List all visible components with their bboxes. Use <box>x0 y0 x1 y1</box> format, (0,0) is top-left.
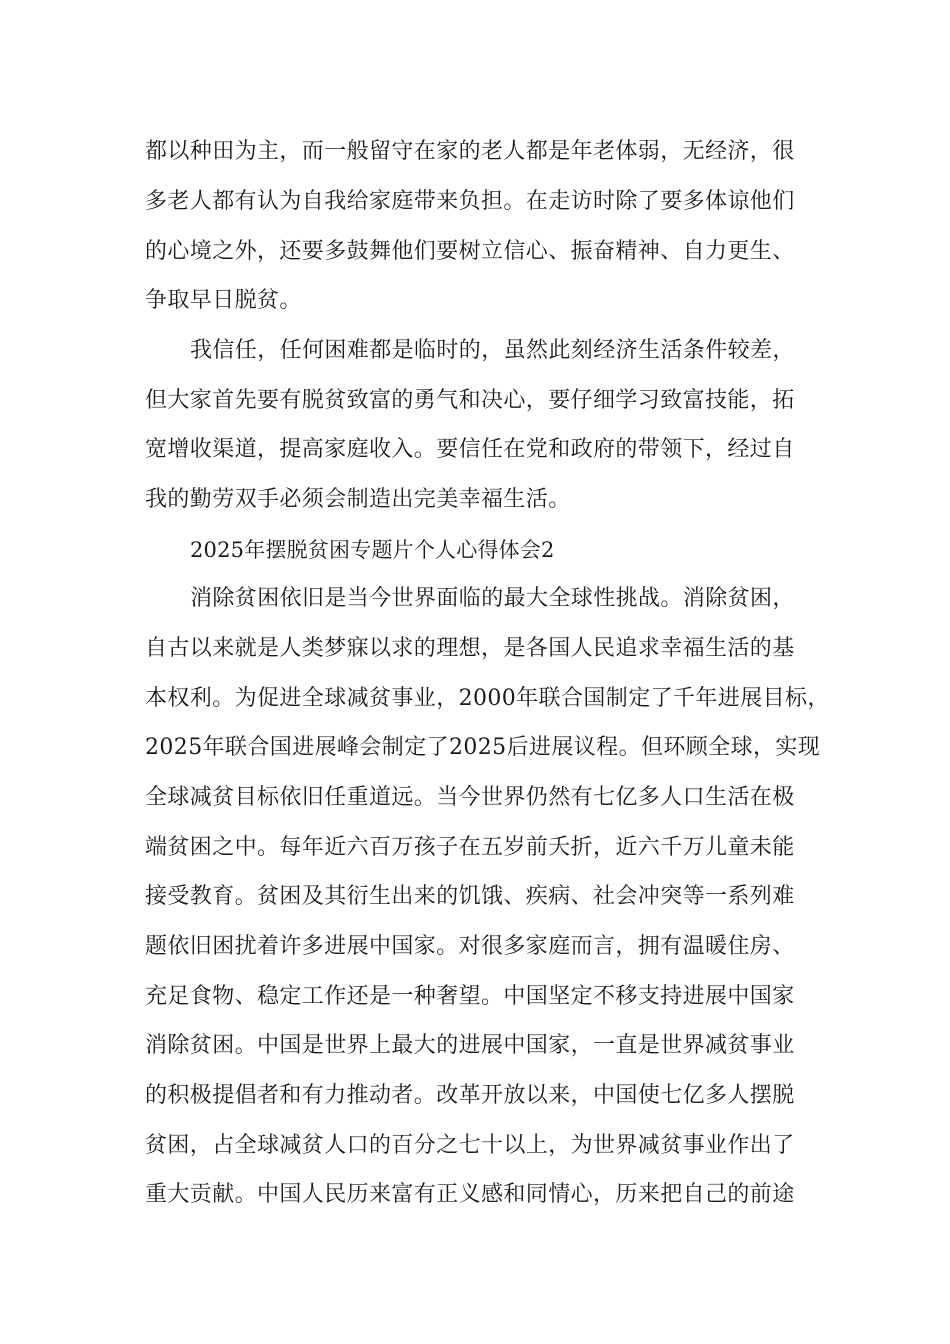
text-line-7: 宽增收渠道，提高家庭收入。要信任在党和政府的带领下，经过自 <box>145 437 795 462</box>
text-line-17: 题依旧困扰着许多进展中国家。对很多家庭而言，拥有温暖住房、 <box>145 934 795 959</box>
text-line-2: 多老人都有认为自我给家庭带来负担。在走访时除了要多体谅他们 <box>145 189 795 214</box>
text-line-3: 的心境之外，还要多鼓舞他们要树立信心、振奋精神、自力更生、 <box>145 239 795 264</box>
text-line-16: 接受教育。贫困及其衍生出来的饥饿、疾病、社会冲突等一系列难 <box>145 884 795 909</box>
text-line-6: 但大家首先要有脱贫致富的勇气和决心，要仔细学习致富技能，拓 <box>145 388 795 413</box>
text-line-15: 端贫困之中。每年近六百万孩子在五岁前夭折，近六千万儿童未能 <box>145 835 795 860</box>
text-line-5: 我信任，任何困难都是临时的，虽然此刻经济生活条件较差， <box>190 338 795 363</box>
text-line-20: 的积极提倡者和有力推动者。改革开放以来，中国使七亿多人摆脱 <box>145 1083 795 1108</box>
text-line-18: 充足食物、稳定工作还是一种奢望。中国坚定不移支持进展中国家 <box>145 984 795 1009</box>
text-line-1: 都以种田为主，而一般留守在家的老人都是年老体弱，无经济，很 <box>145 139 795 164</box>
text-line-22: 重大贡献。中国人民历来富有正义感和同情心，历来把自己的前途 <box>145 1182 795 1207</box>
text-line-10: 消除贫困依旧是当今世界面临的最大全球性挑战。消除贫困， <box>190 586 795 611</box>
text-line-8: 我的勤劳双手必须会制造出完美幸福生活。 <box>145 487 571 512</box>
text-line-19: 消除贫困。中国是世界上最大的进展中国家，一直是世界减贫事业 <box>145 1033 795 1058</box>
text-line-12: 本权利。为促进全球减贫事业，2000年联合国制定了千年进展目标， <box>145 686 830 711</box>
text-line-11: 自古以来就是人类梦寐以求的理想，是各国人民追求幸福生活的基 <box>145 636 795 661</box>
section-heading: 2025年摆脱贫困专题片个人心得体会2 <box>190 538 555 562</box>
text-line-13: 2025年联合国进展峰会制定了2025后进展议程。但环顾全球，实现 <box>145 735 821 760</box>
text-line-14: 全球减贫目标依旧任重道远。当今世界仍然有七亿多人口生活在极 <box>145 785 795 810</box>
text-line-4: 争取早日脱贫。 <box>145 288 302 313</box>
text-line-21: 贫困，占全球减贫人口的百分之七十以上，为世界减贫事业作出了 <box>145 1133 795 1158</box>
